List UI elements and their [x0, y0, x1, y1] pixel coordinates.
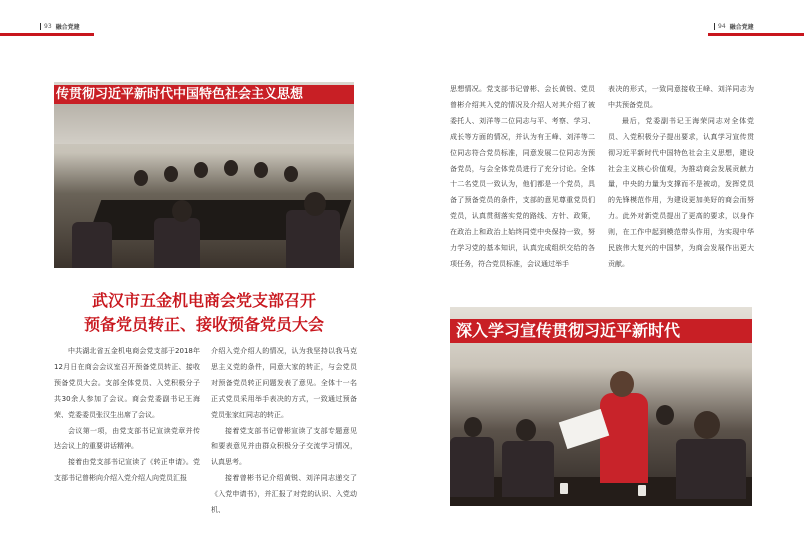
article-column-4 [608, 82, 754, 273]
article-column-1 [54, 344, 200, 487]
photo-cup [638, 485, 646, 496]
article-title-line-1: 武汉市五金机电商会党支部召开 [91, 291, 316, 310]
meeting-photo-1 [54, 82, 354, 268]
photo-person [72, 222, 112, 268]
photo-person [450, 437, 494, 497]
article-column-3 [450, 82, 595, 273]
paragraph: 思想情况。党支部书记曾彬、会长黄锐、党员曾彬介绍其入党的情况及介绍人对其介绍了被委托人、刘洋等二位同志与平、考察、学习、成长等方面的情况，并认为有王峰、刘洋等二位同志符合党员标准，同意发展二位同志为预备党员，与会全体党员进行了充分讨论。全体十二名党员一致认为，他们都是一个党员，具备了预备党员的条件，支部的意见尊重党员们党员，认真贯彻落实党的路线、方针、政策，在政治上和政治上始终同党中央保持一致，努力学习党的基本知识，认真完成组织交给的各项任务，符合党员标准，会议通过举手 [450, 85, 595, 268]
photo-person [464, 417, 482, 437]
header-rule [0, 33, 94, 36]
paragraph: 接着曾彬书记介绍黄锐、刘洋同志递交了《入党申请书》，并汇报了对党的认识、入党动机、 [211, 474, 357, 515]
photo-person [254, 162, 268, 178]
photo-person [286, 210, 340, 268]
photo-ceiling [54, 104, 354, 144]
photo-person [164, 166, 178, 182]
photo-banner: 传贯彻习近平新时代中国特色社会主义思想 [54, 85, 354, 104]
photo-person [656, 405, 674, 425]
photo-person [610, 371, 634, 397]
photo-banner: 深入学习宣传贯彻习近平新时代 [450, 319, 752, 343]
photo-person [224, 160, 238, 176]
photo-person [304, 192, 326, 216]
header-rule [708, 33, 804, 36]
paragraph: 表决的形式，一致同意接收王峰、刘洋同志为中共预备党员。 [608, 85, 754, 109]
photo-person [676, 439, 746, 499]
section-label: 融合党建 [55, 23, 80, 31]
page-number: 94 [714, 23, 726, 30]
page-number: 93 [40, 23, 52, 30]
photo-person [694, 411, 720, 439]
photo-person [194, 162, 208, 178]
photo-person [502, 441, 554, 497]
photo-person [134, 170, 148, 186]
page-header-right [714, 20, 754, 32]
photo-cup [560, 483, 568, 494]
paragraph: 接着党支部书记曾彬宣读了支部专题意见和要表意见并由群众积极分子交流学习情况，认真思考。 [211, 426, 357, 467]
photo-person [172, 200, 192, 222]
photo-person [516, 419, 536, 441]
paragraph: 中共湖北省五金机电商会党支部于2018年12月日在商会会议室召开预备党员转正、接收预备党员大会。支部全体党员、入党积极分子共30余人参加了会议。商会党委副书记王海荣、党委委员张汉生出席了会议。 [54, 347, 200, 419]
photo-person [284, 166, 298, 182]
article-title-line-2: 预备党员转正、接收预备党员大会 [83, 315, 324, 334]
paragraph: 最后，党委副书记王海荣同志对全体党员、入党积极分子提出要求，认真学习宣传贯彻习近平新时代中国特色社会主义思想，建设社会主义核心价值观，为推动商会发展贡献力量，中央的力量为支撑而不是被动，发挥党员的先锋模范作用，为建设更加美好的商会而努力。此外对新党员提出了更高的要求，以身作则，在工作中起到模范带头作用，为实现中华民族伟大复兴的中国梦，为商会发展作出更大贡献。 [608, 116, 754, 268]
page-header-left [40, 20, 80, 32]
paragraph: 会议第一项，由党支部书记宣读党章并传达会议上的重要讲话精神。 [54, 426, 200, 451]
section-label: 融合党建 [729, 23, 754, 31]
article-column-2 [211, 344, 357, 519]
paragraph: 接着由党支部书记宣读了《转正申请》。党支部书记曾彬向介绍入党介绍人向党员汇报 [54, 458, 200, 483]
paragraph: 介绍入党介绍人的情况，认为我坚持以我马克思主义党的条件，同意大家的转正，与会党员对预备党员转正问题发表了意见。全体十一名正式党员采用举手表决的方式，一致通过预备党员张家红同志的转正。 [211, 347, 357, 419]
meeting-photo-2 [450, 307, 752, 506]
photo-speaker [600, 393, 648, 483]
photo-person [154, 218, 200, 268]
